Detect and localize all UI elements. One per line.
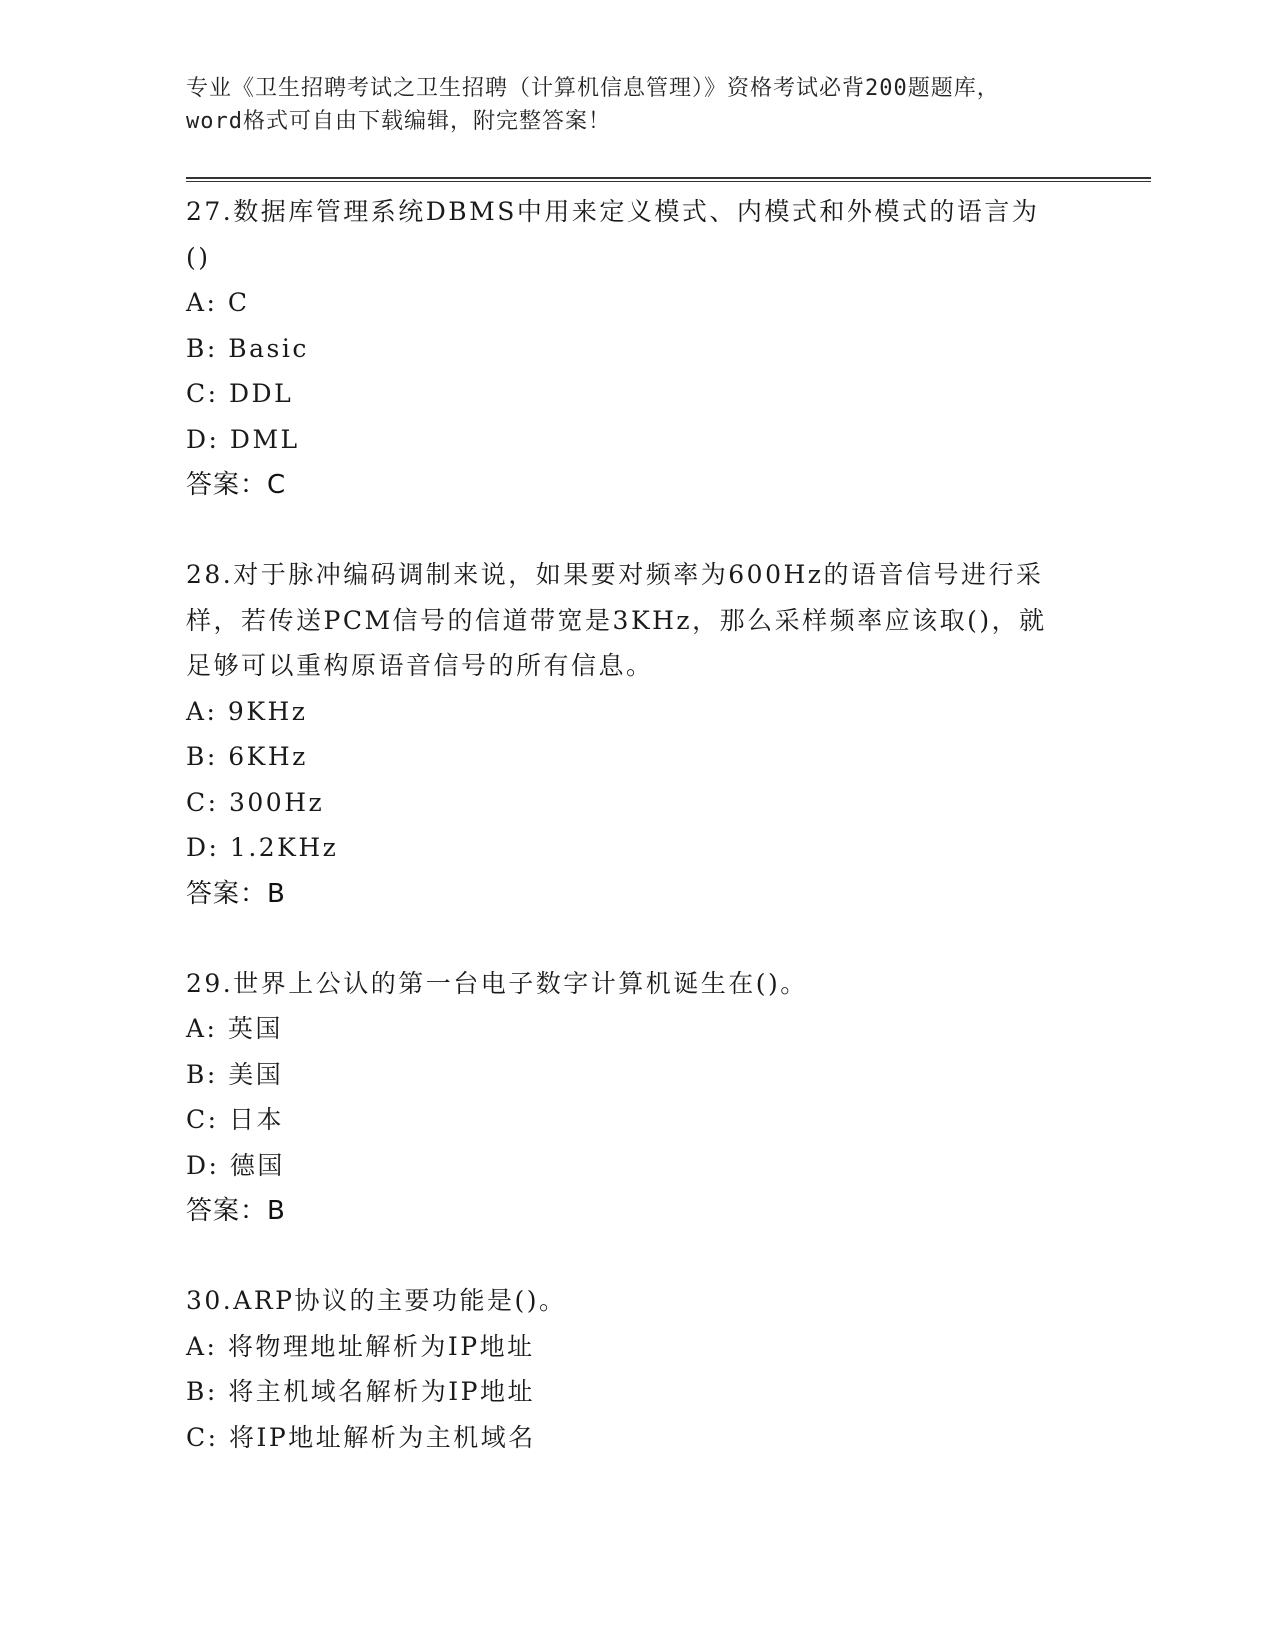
option-a: A: 将物理地址解析为IP地址	[186, 1331, 535, 1361]
option-d: D: 1.2KHz	[186, 833, 339, 862]
option-a: A: 英国	[186, 1014, 283, 1043]
option-c: C: DDL	[186, 379, 294, 408]
option-c: C: 300Hz	[186, 787, 325, 817]
question-stem: 29.世界上公认的第一台电子数字计算机诞生在()。	[186, 968, 808, 998]
answer: 答案：C	[186, 470, 287, 500]
question-list	[186, 189, 1066, 1504]
option-a: A: 9KHz	[186, 696, 308, 726]
header-line-1: 专业《卫生招聘考试之卫生招聘（计算机信息管理）》资格考试必背200题题库，	[186, 76, 1000, 101]
question-30	[186, 1278, 1066, 1460]
question-stem: 30.ARP协议的主要功能是()。	[186, 1286, 567, 1315]
question-27	[186, 189, 1066, 508]
option-c: C: 日本	[186, 1105, 284, 1134]
option-c: C: 将IP地址解析为主机域名	[186, 1422, 536, 1452]
answer: 答案：B	[186, 878, 286, 909]
question-stem: 28.对于脉冲编码调制来说，如果要对频率为600Hz的语音信号进行采 样，若传送PCM信号的信道带宽是3KHz，那么采样频率应该取()，就 足够可以重构原语音信号的所有信息。	[186, 560, 1047, 680]
option-b: B: 6KHz	[186, 742, 308, 771]
option-b: B: 将主机域名解析为IP地址	[186, 1377, 535, 1406]
option-d: D: DML	[186, 424, 300, 454]
option-d: D: 德国	[186, 1150, 285, 1180]
option-b: B: 美国	[186, 1059, 284, 1089]
option-b: B: Basic	[186, 333, 309, 363]
header-divider	[186, 177, 1151, 182]
question-28	[186, 552, 1066, 917]
header-line-2: word格式可自由下载编辑，附完整答案！	[186, 109, 611, 134]
option-a: A: C	[186, 288, 250, 317]
question-29	[186, 961, 1066, 1235]
answer: 答案：B	[186, 1196, 286, 1226]
document-header	[186, 72, 1086, 138]
question-stem: 27.数据库管理系统DBMS中用来定义模式、内模式和外模式的语言为 ()	[186, 197, 1040, 272]
